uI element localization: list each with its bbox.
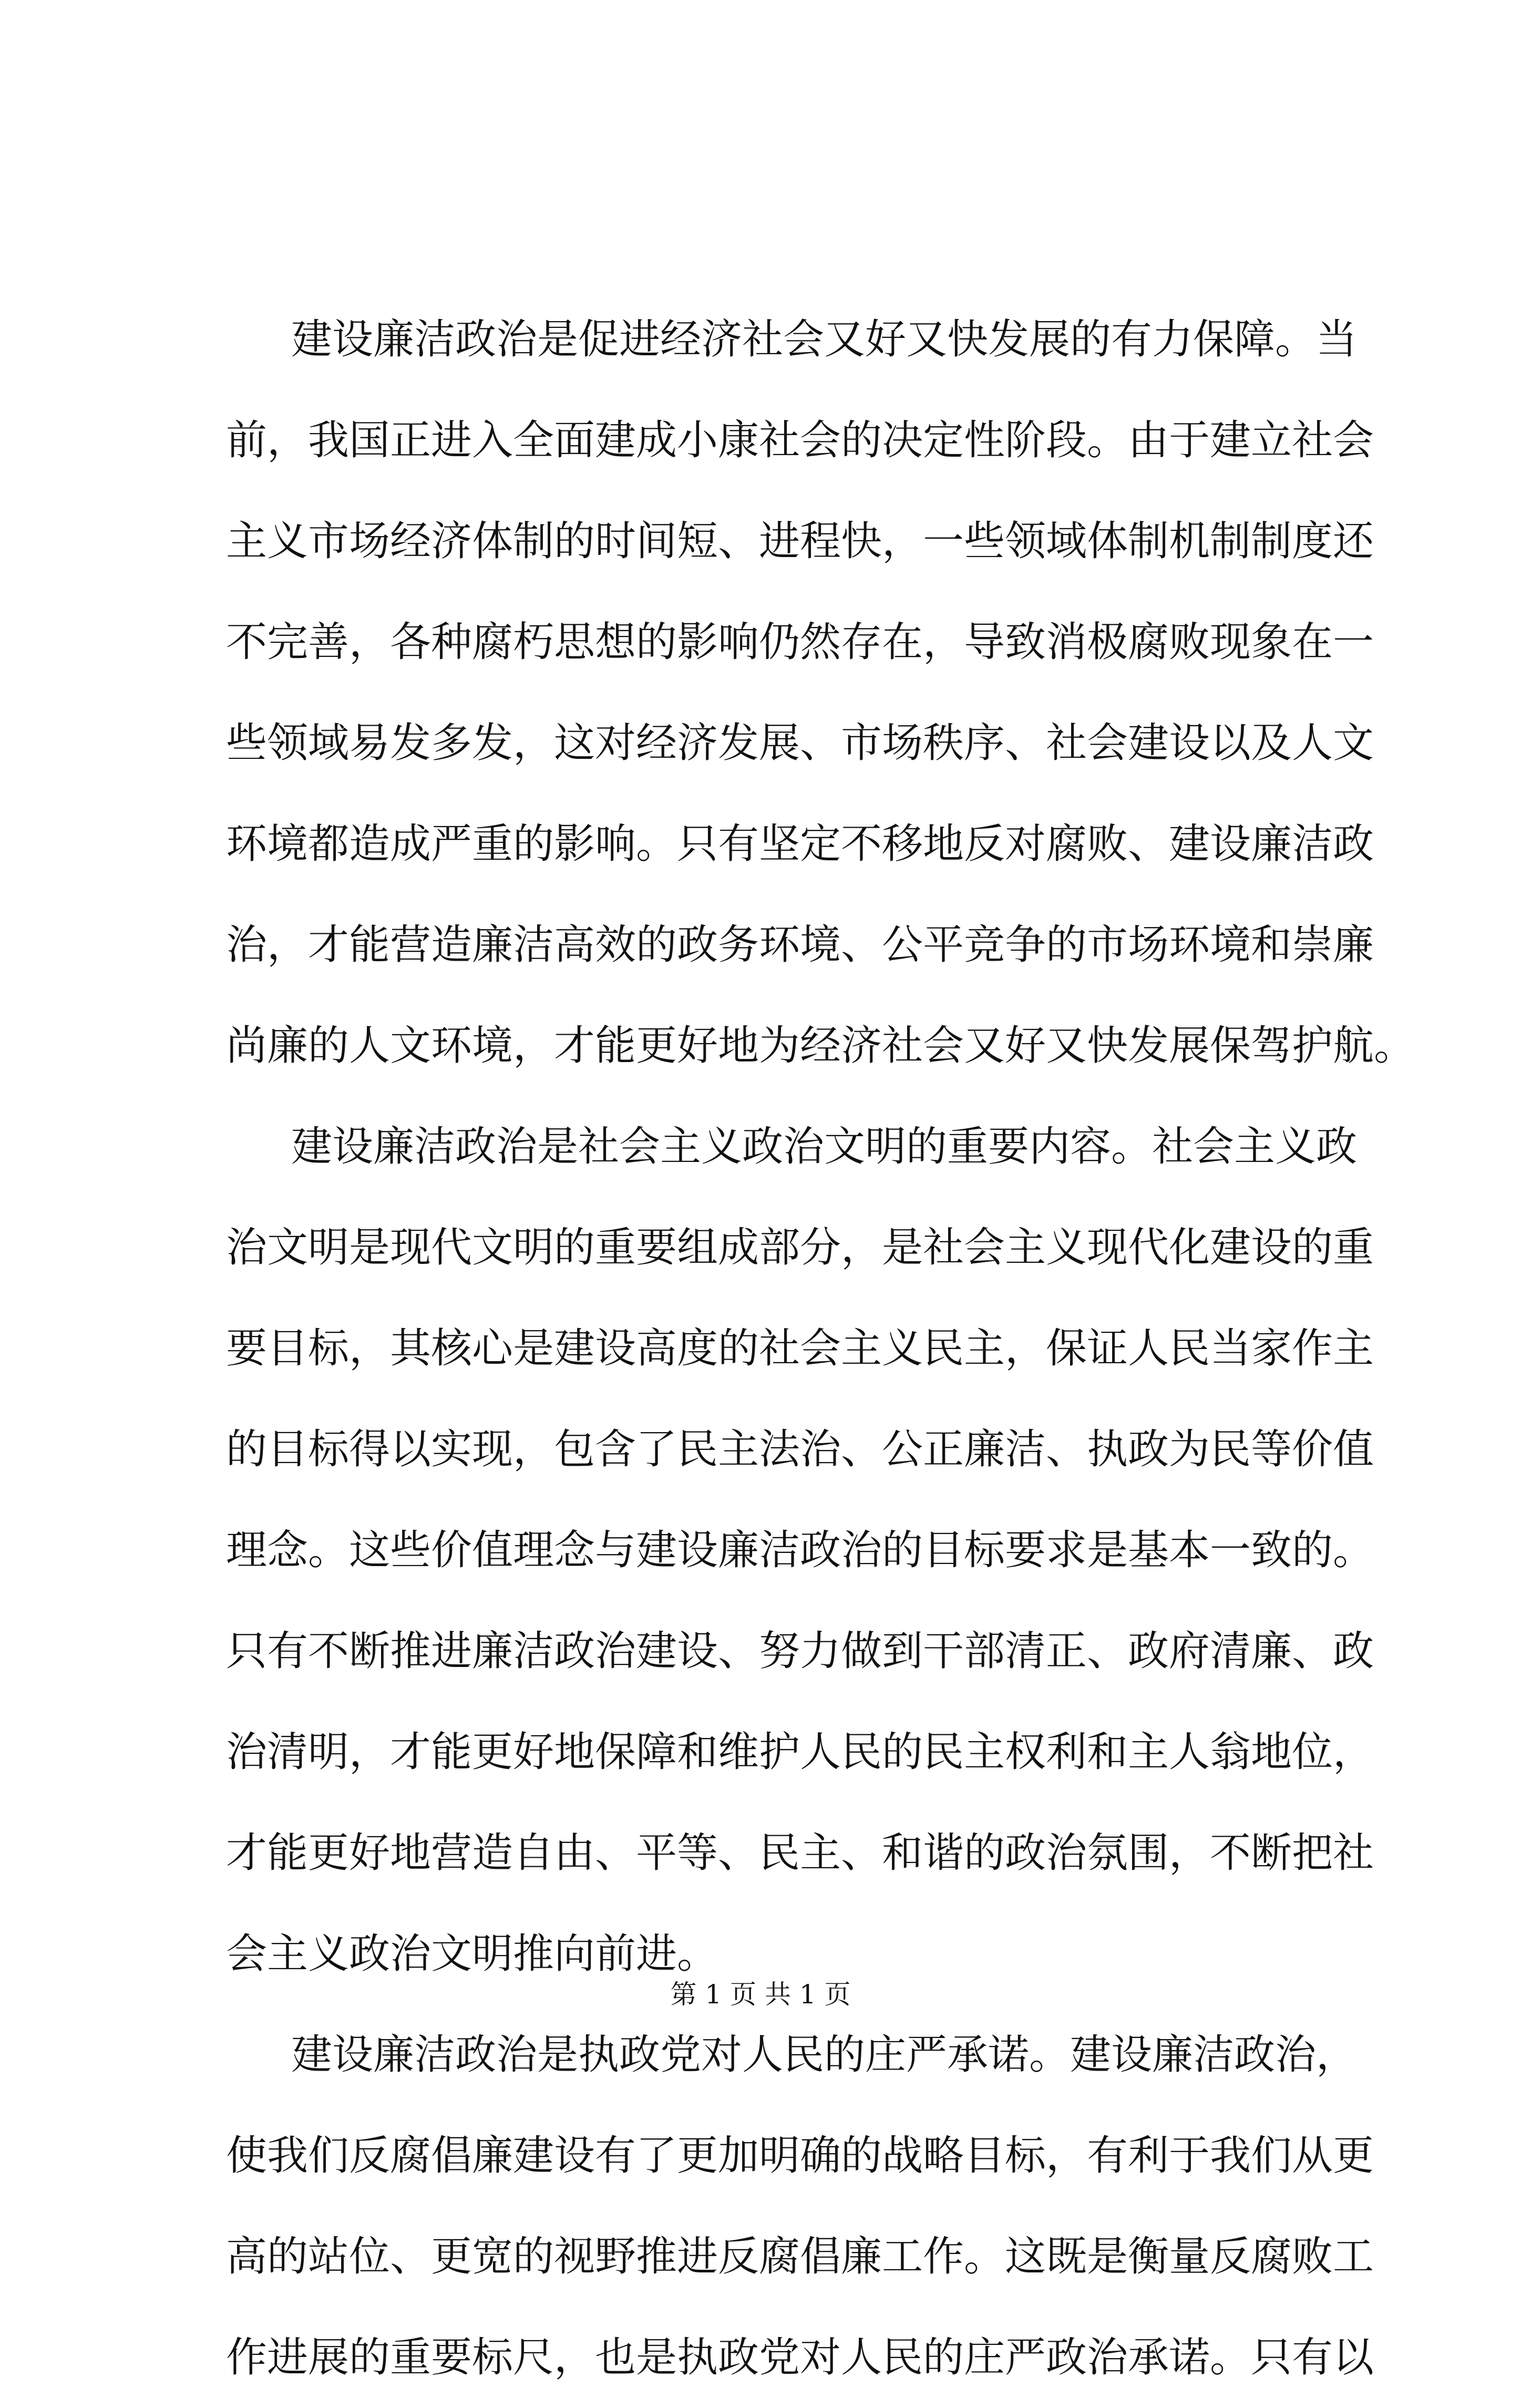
paragraph-3-line-1: 建设廉洁政治是执政党对人民的庄严承诺。建设廉洁政治， (291, 2031, 1358, 2078)
paragraph-1-line-1: 建设廉洁政治是促进经济社会又好又快发展的有力保障。当 (291, 316, 1358, 363)
paragraph-1-line-8: 尚廉的人文环境，才能更好地为经济社会又好又快发展保驾护航。 (226, 1022, 1415, 1069)
paragraph-2-line-8: 才能更好地营造自由、平等、民主、和谐的政治氛围，不断把社 (226, 1829, 1374, 1877)
paragraph-2-line-1: 建设廉洁政治是社会主义政治文明的重要内容。社会主义政 (291, 1123, 1358, 1170)
paragraph-2-line-5: 理念。这些价值理念与建设廉洁政治的目标要求是基本一致的。 (226, 1527, 1374, 1574)
paragraph-3-line-3: 高的站位、更宽的视野推进反腐倡廉工作。这既是衡量反腐败工 (226, 2233, 1374, 2280)
paragraph-2-line-9: 会主义政治文明推向前进。 (226, 1930, 718, 1978)
paragraph-2-line-4: 的目标得以实现，包含了民主法治、公正廉洁、执政为民等价值 (226, 1426, 1374, 1473)
paragraph-1-line-3: 主义市场经济体制的时间短、进程快，一些领域体制机制制度还 (226, 518, 1374, 565)
paragraph-2-line-2: 治文明是现代文明的重要组成部分，是社会主义现代化建设的重 (226, 1224, 1374, 1271)
paragraph-1-line-6: 环境都造成严重的影响。只有坚定不移地反对腐败、建设廉洁政 (226, 820, 1374, 868)
paragraph-3-line-4: 作进展的重要标尺，也是执政党对人民的庄严政治承诺。只有以 (226, 2334, 1374, 2381)
paragraph-1-line-4: 不完善，各种腐朽思想的影响仍然存在，导致消极腐败现象在一 (226, 619, 1374, 666)
page-number-label: 第 1 页 共 1 页 (670, 1979, 851, 2010)
paragraph-2-line-7: 治清明，才能更好地保障和维护人民的民主权利和主人翁地位， (226, 1728, 1374, 1776)
paragraph-2-line-6: 只有不断推进廉洁政治建设、努力做到干部清正、政府清廉、政 (226, 1628, 1374, 1675)
paragraph-3-line-2: 使我们反腐倡廉建设有了更加明确的战略目标，有利于我们从更 (226, 2132, 1374, 2179)
paragraph-1-line-5: 些领域易发多发，这对经济发展、市场秩序、社会建设以及人文 (226, 719, 1374, 767)
paragraph-1-line-2: 前，我国正进入全面建成小康社会的决定性阶段。由于建立社会 (226, 417, 1374, 464)
document-body (226, 289, 1415, 2408)
page-footer (0, 1973, 1521, 2015)
paragraph-2-line-3: 要目标，其核心是建设高度的社会主义民主，保证人民当家作主 (226, 1325, 1374, 1372)
paragraph-1-line-7: 治，才能营造廉洁高效的政务环境、公平竞争的市场环境和崇廉 (226, 921, 1374, 969)
